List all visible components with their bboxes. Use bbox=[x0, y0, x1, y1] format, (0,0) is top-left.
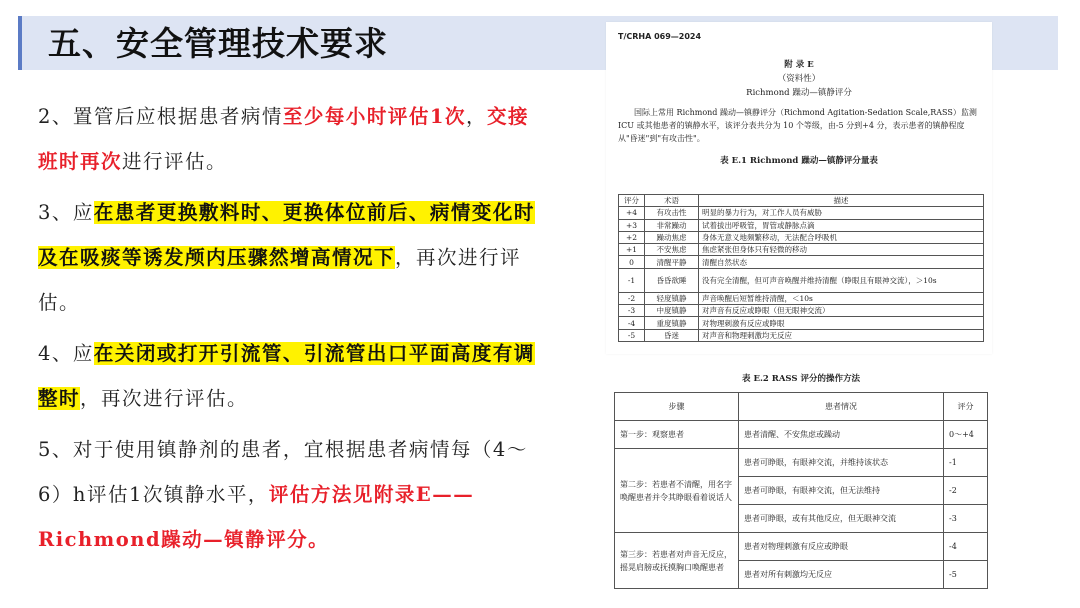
table-row bbox=[619, 292, 984, 304]
table-cell: 患者对所有刺激均无反应 bbox=[739, 561, 944, 589]
table-e2-header bbox=[615, 393, 988, 421]
table-cell: 中度镇静 bbox=[645, 305, 699, 317]
table-cell: -4 bbox=[944, 533, 988, 561]
p4-text-a: 4、应 bbox=[38, 342, 94, 365]
table-cell: 不安焦虑 bbox=[645, 244, 699, 256]
step-2-cell: 第二步：若患者不清醒，用名字唤醒患者并令其睁眼看着说话人 bbox=[615, 449, 739, 533]
p2-text-a: 2、置管后应根据患者病情 bbox=[38, 105, 283, 128]
paragraph-4 bbox=[38, 331, 538, 421]
table-cell: 患者清醒、不安焦虑或躁动 bbox=[739, 421, 944, 449]
p2-emphasis-hourly: 至少每小时评估1次 bbox=[282, 105, 466, 128]
table-cell: -2 bbox=[944, 477, 988, 505]
slide-title: 五、安全管理技术要求 bbox=[48, 24, 388, 63]
p2-text-c: ， bbox=[466, 105, 488, 128]
table-cell: 患者可睁眼，有眼神交流，并维持该状态 bbox=[739, 449, 944, 477]
table-row bbox=[615, 533, 988, 561]
table-cell: -2 bbox=[619, 292, 645, 304]
table-cell: 昏迷 bbox=[645, 329, 699, 341]
paragraph-2 bbox=[38, 94, 538, 184]
step-1-cell: 第一步：观察患者 bbox=[615, 421, 739, 449]
table-row bbox=[619, 305, 984, 317]
appendix-intro: 国际上常用 Richmond 躁动—镇静评分（Richmond Agitation-Sedation Scale,RASS）监测ICU 或其他患者的镇静水平，该评分表共分为 10 个等级，由-5 分到+4 分，表示患者的镇静程度从"昏迷"到"有攻击性"。 bbox=[618, 108, 977, 143]
table-cell: 清醒自然状态 bbox=[699, 256, 984, 268]
table-cell: -5 bbox=[619, 329, 645, 341]
p2-text-e: 进行评估。 bbox=[122, 150, 228, 173]
table-cell: 对声音有反应或睁眼（但无眼神交流） bbox=[699, 305, 984, 317]
table-row bbox=[615, 421, 988, 449]
table-row bbox=[619, 231, 984, 243]
table-cell: 对声音和物理刺激均无反应 bbox=[699, 329, 984, 341]
p5-emphasis-appendix: 评估方法见附录E——Richmond躁动—镇静评分。 bbox=[38, 483, 475, 551]
title-accent-bar bbox=[18, 16, 22, 70]
document-excerpt-appendix-e bbox=[606, 22, 992, 354]
table-row bbox=[619, 219, 984, 231]
appendix-label: 附 录 E bbox=[784, 60, 814, 70]
table-row bbox=[619, 207, 984, 219]
table-cell: 焦虑紧张但身体只有轻微的移动 bbox=[699, 244, 984, 256]
table-cell: 身体无意义地频繁移动，无法配合呼吸机 bbox=[699, 231, 984, 243]
table-cell: +1 bbox=[619, 244, 645, 256]
table-e1-title: 表 E.1 Richmond 躁动—镇静评分量表 bbox=[720, 156, 878, 166]
paragraph-5 bbox=[38, 427, 538, 562]
appendix-informative: （资料性） bbox=[777, 74, 821, 84]
table-cell: 没有完全清醒，但可声音唤醒并维持清醒（睁眼且有眼神交流），＞10s bbox=[699, 268, 984, 292]
p3-text-a: 3、应 bbox=[38, 201, 94, 224]
table-cell: 患者可睁眼，或有其他反应，但无眼神交流 bbox=[739, 505, 944, 533]
appendix-title: Richmond 躁动—镇静评分 bbox=[746, 88, 852, 98]
standard-number: T/CRHA 069—2024 bbox=[618, 32, 702, 41]
table-cell: 昏昏欲睡 bbox=[645, 268, 699, 292]
table-cell: -5 bbox=[944, 561, 988, 589]
table-e2-title: 表 E.2 RASS 评分的操作方法 bbox=[742, 374, 860, 384]
table-e2-header-cell: 患者情况 bbox=[739, 393, 944, 421]
table-row bbox=[619, 256, 984, 268]
table-cell: -1 bbox=[619, 268, 645, 292]
p4-text-c: ，再次进行评估。 bbox=[80, 387, 249, 410]
p5-text-a: 5、对于使用镇静剂的患者，宜根据患者病情每（4～6）h评估1次镇静水平， bbox=[38, 438, 528, 506]
table-e2 bbox=[614, 392, 988, 589]
p4-highlight: 在关闭或打开引流管、引流管出口平面高度有调整时 bbox=[38, 342, 535, 410]
table-cell: 有攻击性 bbox=[645, 207, 699, 219]
table-row bbox=[615, 449, 988, 477]
table-e2-header-cell: 评分 bbox=[944, 393, 988, 421]
document-excerpt-table-e2 bbox=[612, 366, 990, 596]
left-content bbox=[38, 94, 538, 568]
table-cell: +2 bbox=[619, 231, 645, 243]
table-cell: 声音唤醒后短暂维持清醒，＜10s bbox=[699, 292, 984, 304]
table-e1-header-cell: 描述 bbox=[699, 195, 984, 207]
table-cell: -4 bbox=[619, 317, 645, 329]
table-e1-header-cell: 评分 bbox=[619, 195, 645, 207]
table-row bbox=[619, 329, 984, 341]
table-cell: -3 bbox=[619, 305, 645, 317]
p3-highlight: 在患者更换敷料时、更换体位前后、病情变化时及在吸痰等诱发颅内压骤然增高情况下 bbox=[38, 201, 535, 269]
paragraph-3 bbox=[38, 190, 538, 325]
step-3-cell: 第三步：若患者对声音无反应，摇晃肩膀或抚摸胸口唤醒患者 bbox=[615, 533, 739, 589]
table-cell: 重度镇静 bbox=[645, 317, 699, 329]
table-cell: +4 bbox=[619, 207, 645, 219]
table-e1-header bbox=[619, 195, 984, 207]
table-cell: 对物理刺激有反应或睁眼 bbox=[699, 317, 984, 329]
table-cell: 非常躁动 bbox=[645, 219, 699, 231]
table-row bbox=[619, 268, 984, 292]
table-cell: +3 bbox=[619, 219, 645, 231]
table-cell: -1 bbox=[944, 449, 988, 477]
table-e1-header-cell: 术语 bbox=[645, 195, 699, 207]
table-cell: 0～+4 bbox=[944, 421, 988, 449]
table-cell: 清醒平静 bbox=[645, 256, 699, 268]
table-cell: 躁动焦虑 bbox=[645, 231, 699, 243]
table-cell: 患者可睁眼，有眼神交流，但无法维持 bbox=[739, 477, 944, 505]
table-cell: 明显的暴力行为，对工作人员有威胁 bbox=[699, 207, 984, 219]
table-cell: 0 bbox=[619, 256, 645, 268]
p3-text-c: ，再次进行评估。 bbox=[38, 246, 522, 314]
table-row bbox=[619, 244, 984, 256]
table-cell: 患者对物理刺激有反应或睁眼 bbox=[739, 533, 944, 561]
table-cell: 试着拔出呼吸管，胃管或静脉点滴 bbox=[699, 219, 984, 231]
p2-emphasis-handover: 交接班时再次 bbox=[38, 105, 530, 173]
table-cell: -3 bbox=[944, 505, 988, 533]
table-e2-header-cell: 步骤 bbox=[615, 393, 739, 421]
table-e1 bbox=[618, 194, 984, 342]
table-row bbox=[619, 317, 984, 329]
table-cell: 轻度镇静 bbox=[645, 292, 699, 304]
